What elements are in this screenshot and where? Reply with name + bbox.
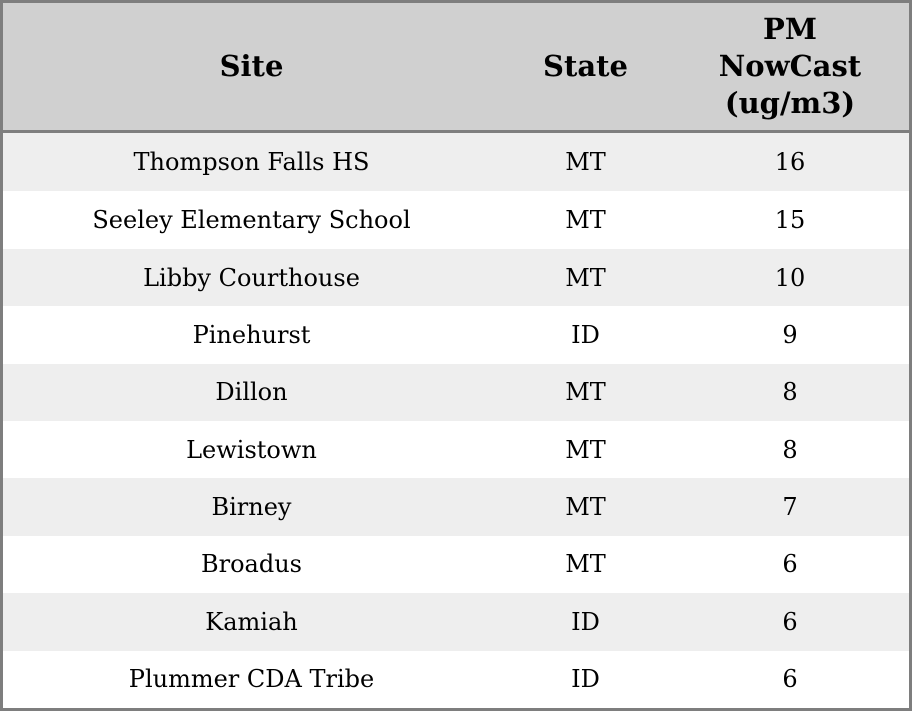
table-row [3,651,909,708]
table-row [3,478,909,535]
value-cell: 8 [671,421,909,478]
pm-nowcast-table [3,3,909,708]
column-header-pm-nowcast [671,3,909,131]
state-cell: MT [500,131,671,191]
table-row [3,593,909,650]
value-cell: 7 [671,478,909,535]
state-cell: ID [500,306,671,363]
site-cell: Thompson Falls HS [3,131,500,191]
state-cell: ID [500,651,671,708]
state-cell: MT [500,478,671,535]
column-header-state: State [500,3,671,131]
site-cell: Pinehurst [3,306,500,363]
site-cell: Birney [3,478,500,535]
table-body [3,131,909,708]
value-cell: 10 [671,249,909,306]
value-cell: 16 [671,131,909,191]
table-row [3,131,909,191]
header-row [3,3,909,131]
column-header-site: Site [3,3,500,131]
value-cell: 8 [671,364,909,421]
value-cell: 15 [671,191,909,248]
site-cell: Kamiah [3,593,500,650]
value-cell: 6 [671,593,909,650]
site-cell: Libby Courthouse [3,249,500,306]
table-row [3,421,909,478]
value-cell: 6 [671,651,909,708]
state-cell: MT [500,249,671,306]
site-cell: Plummer CDA Tribe [3,651,500,708]
table-row [3,306,909,363]
site-cell: Dillon [3,364,500,421]
table-row [3,536,909,593]
value-cell: 9 [671,306,909,363]
site-cell: Lewistown [3,421,500,478]
table-row [3,191,909,248]
table-row [3,364,909,421]
table-row [3,249,909,306]
site-cell: Broadus [3,536,500,593]
table-header [3,3,909,131]
state-cell: MT [500,421,671,478]
state-cell: MT [500,536,671,593]
state-cell: MT [500,364,671,421]
state-cell: MT [500,191,671,248]
state-cell: ID [500,593,671,650]
column-header-pm-nowcast-label: PM NowCast (ug/m3) [718,12,862,120]
site-cell: Seeley Elementary School [3,191,500,248]
value-cell: 6 [671,536,909,593]
